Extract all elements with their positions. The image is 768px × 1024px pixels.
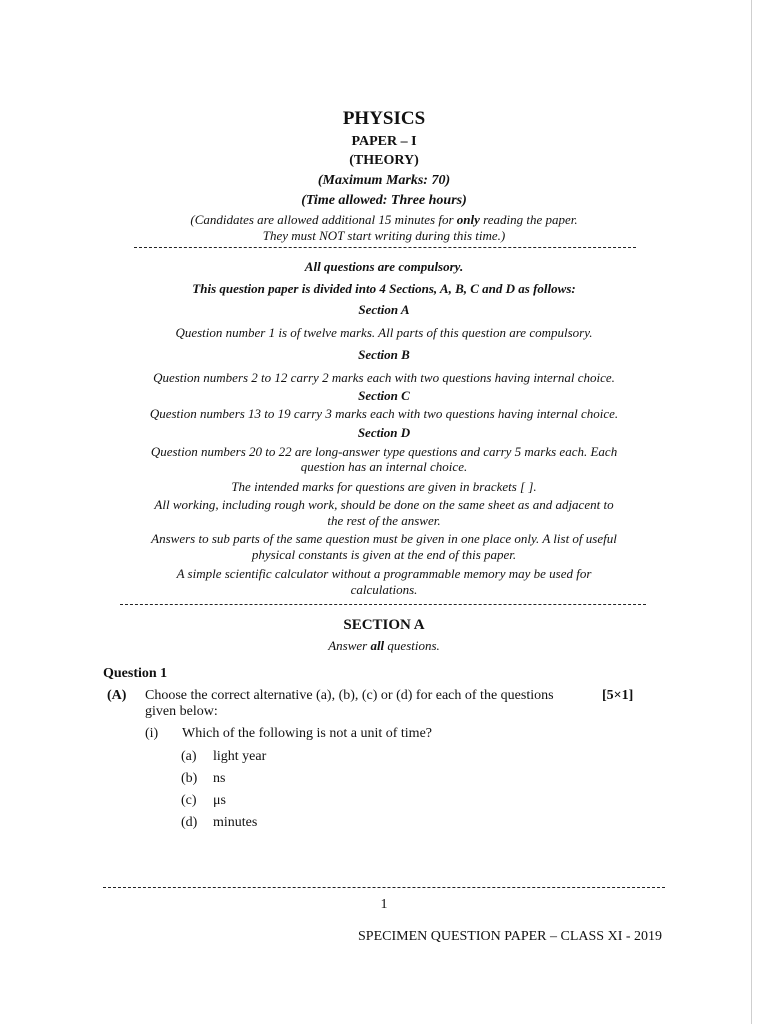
sub-question-i-text: Which of the following is not a unit of time? (182, 726, 433, 741)
part-a-label: (A) (107, 688, 127, 703)
subject-title: PHYSICS (342, 108, 426, 129)
brackets-note: The intended marks for questions are given in brackets [ ]. (231, 479, 537, 494)
separator-top (134, 247, 636, 248)
extra-time-note-line2: They must NOT start writing during this time.) (262, 228, 506, 243)
part-a-marks: [5×1] (602, 688, 634, 703)
division-note: This question paper is divided into 4 Sections, A, B, C and D as follows: (192, 281, 576, 296)
separator-footer (103, 887, 665, 888)
separator-middle (120, 604, 646, 605)
part-a-text-line2: given below: (145, 704, 218, 719)
option-a-label: (a) (181, 749, 197, 764)
sub-question-i-label: (i) (145, 726, 159, 741)
section-d-heading: Section D (357, 425, 411, 440)
section-a-text: Question number 1 is of twelve marks. All parts of this question are compulsory. (175, 325, 593, 340)
working-note: All working, including rough work, should be done on the same sheet as and adjacent to (154, 497, 614, 512)
max-marks: (Maximum Marks: 70) (317, 173, 451, 188)
section-c-text: Question numbers 13 to 19 carry 3 marks each with two questions having internal choice. (149, 406, 619, 421)
compulsory-note: All questions are compulsory. (304, 259, 464, 274)
extra-time-note: (Candidates are allowed additional 15 minutes for only reading the paper. (190, 212, 578, 227)
section-a-title: SECTION A (343, 617, 425, 633)
calculator-note: A simple scientific calculator without a programmable memory may be used for (176, 566, 592, 581)
section-b-text: Question numbers 2 to 12 carry 2 marks each with two questions having internal choice. (153, 370, 615, 385)
subparts-note: Answers to sub parts of the same question must be given in one place only. A list of useful (151, 531, 617, 546)
option-b-text: ns (213, 771, 226, 786)
section-a-heading: Section A (358, 302, 410, 317)
option-b-label: (b) (181, 771, 198, 786)
subparts-note-line2: physical constants is given at the end of this paper. (251, 547, 517, 562)
section-c-heading: Section C (358, 388, 410, 403)
calculator-note-line2: calculations. (350, 582, 418, 597)
part-a-text: Choose the correct alternative (a), (b), (c) or (d) for each of the questions (145, 688, 554, 703)
option-c-label: (c) (181, 793, 197, 808)
working-note-line2: the rest of the answer. (327, 513, 441, 528)
option-d-text: minutes (213, 815, 258, 830)
option-d-label: (d) (181, 815, 198, 830)
section-d-text-line2: question has an internal choice. (300, 459, 468, 474)
option-c-text: μs (213, 793, 226, 808)
paper-number: PAPER – I (351, 134, 417, 149)
page-number: 1 (380, 897, 388, 912)
time-allowed: (Time allowed: Three hours) (301, 193, 467, 208)
section-a-subtitle: Answer all questions. (328, 638, 440, 653)
footer-caption: SPECIMEN QUESTION PAPER – CLASS XI - 2019 (358, 929, 663, 944)
section-d-text: Question numbers 20 to 22 are long-answer type questions and carry 5 marks each. Each (150, 444, 618, 459)
section-b-heading: Section B (358, 347, 410, 362)
question-1-label: Question 1 (103, 666, 168, 681)
option-a-text: light year (213, 749, 267, 764)
paper-type: (THEORY) (349, 153, 419, 168)
